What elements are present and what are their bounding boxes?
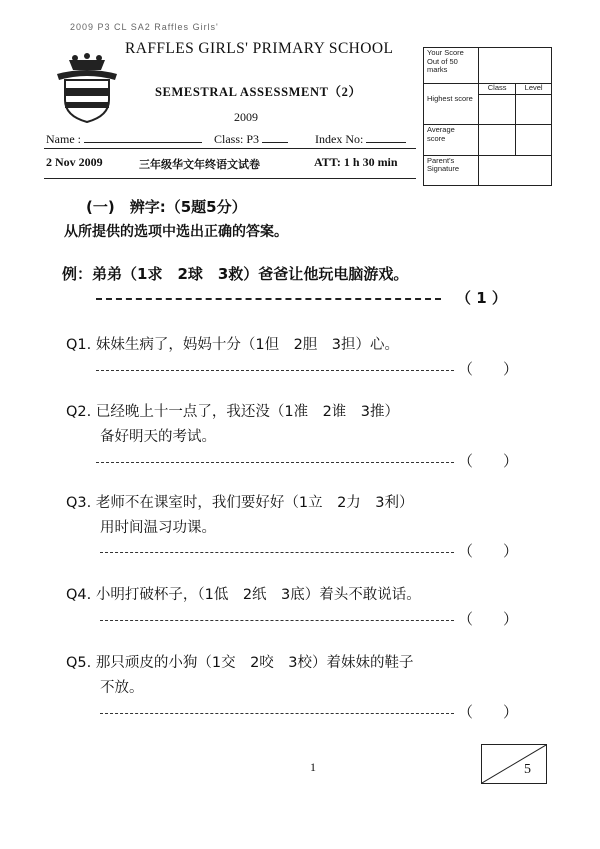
index-field[interactable] bbox=[315, 130, 406, 147]
q1-answer-box[interactable]: （ ） bbox=[458, 360, 519, 378]
q4-answer-line bbox=[100, 620, 454, 621]
example-answer: （ 1 ） bbox=[456, 289, 507, 307]
assessment-title: SEMESTRAL ASSESSMENT（2） bbox=[155, 85, 362, 99]
paper-title: 三年级华文年终语文试卷 bbox=[139, 158, 260, 171]
level-column-header: Level bbox=[516, 83, 552, 94]
name-field[interactable] bbox=[46, 130, 202, 147]
section-marks: 5 bbox=[524, 762, 531, 777]
name-label: Name : bbox=[46, 132, 81, 146]
q3-text-line2: 用时间温习功课。 bbox=[100, 520, 216, 536]
header-divider-top bbox=[44, 148, 416, 149]
class-label: Class: P3 bbox=[214, 132, 260, 146]
your-score-cell[interactable] bbox=[479, 48, 552, 84]
page-number: 1 bbox=[310, 760, 316, 774]
q1-text: Q1. 妹妹生病了，妈妈十分（1但 2胆 3担）心。 bbox=[66, 337, 400, 353]
school-crest-icon bbox=[55, 52, 119, 124]
q3-answer-line bbox=[100, 552, 454, 553]
class-column-header: Class bbox=[479, 83, 516, 94]
top-meta: 2009 P3 CL SA2 Raffles Girls' bbox=[70, 22, 219, 32]
exam-duration: ATT: 1 h 30 min bbox=[314, 155, 398, 169]
school-name: RAFFLES GIRLS' PRIMARY SCHOOL bbox=[125, 40, 394, 57]
average-class-cell[interactable] bbox=[479, 125, 516, 155]
average-level-cell[interactable] bbox=[516, 125, 552, 155]
highest-score-label: Highest score bbox=[424, 94, 479, 124]
class-field[interactable] bbox=[214, 130, 288, 147]
q1-answer-line bbox=[96, 370, 454, 371]
q2-answer-line bbox=[96, 462, 454, 463]
marks-divider-icon bbox=[482, 745, 546, 783]
q5-text-line2: 不放。 bbox=[100, 680, 144, 696]
assessment-year: 2009 bbox=[234, 110, 258, 124]
section-marks-box bbox=[481, 744, 547, 784]
q5-text-line1: Q5. 那只顽皮的小狗（1交 2咬 3校）着妹妹的鞋子 bbox=[66, 655, 414, 671]
index-underline bbox=[366, 130, 406, 143]
exam-date: 2 Nov 2009 bbox=[46, 155, 103, 169]
index-label: Index No: bbox=[315, 132, 364, 146]
parent-signature-cell[interactable] bbox=[479, 155, 552, 185]
q5-answer-box[interactable]: （ ） bbox=[458, 703, 519, 721]
q2-answer-box[interactable]: （ ） bbox=[458, 452, 519, 470]
highest-class-cell[interactable] bbox=[479, 94, 516, 124]
q2-text-line1: Q2. 已经晚上十一点了，我还没（1准 2谁 3推） bbox=[66, 404, 400, 420]
average-score-label: Average score bbox=[424, 125, 479, 155]
class-underline bbox=[262, 130, 288, 143]
score-table bbox=[423, 47, 552, 186]
q5-answer-line bbox=[100, 713, 454, 714]
q4-text: Q4. 小明打破杯子，（1低 2纸 3底）着头不敢说话。 bbox=[66, 587, 421, 603]
parent-signature-label: Parent's Signature bbox=[424, 155, 479, 185]
section-instruction: 从所提供的选项中选出正确的答案。 bbox=[64, 224, 288, 240]
header-divider-bottom bbox=[44, 178, 416, 179]
q3-answer-box[interactable]: （ ） bbox=[458, 542, 519, 560]
section-title: (一) 辨字:（5题5分） bbox=[86, 198, 247, 216]
q3-text-line1: Q3. 老师不在课室时，我们要好好（1立 2力 3利） bbox=[66, 495, 414, 511]
highest-level-cell[interactable] bbox=[516, 94, 552, 124]
q2-text-line2: 备好明天的考试。 bbox=[100, 429, 216, 445]
your-score-label: Your Score Out of 50 marks bbox=[424, 48, 479, 84]
example-sentence: 例：弟弟（1求 2球 3救）爸爸让他玩电脑游戏。 bbox=[62, 265, 409, 283]
name-underline bbox=[84, 130, 202, 143]
example-answer-line bbox=[96, 298, 441, 300]
q4-answer-box[interactable]: （ ） bbox=[458, 610, 519, 628]
